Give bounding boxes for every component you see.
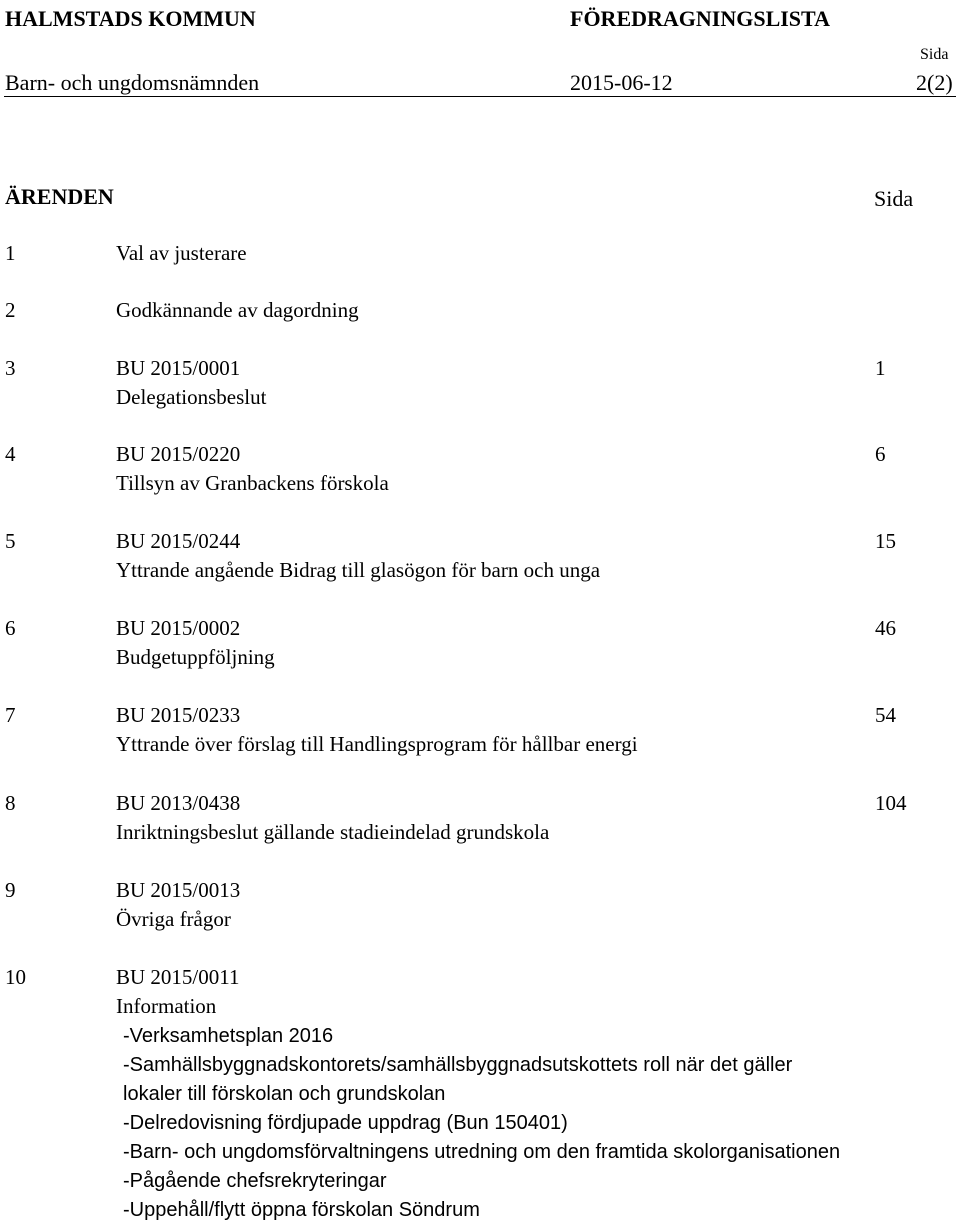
item-page: 54 — [875, 703, 896, 727]
item-number: 7 — [5, 703, 16, 727]
case-number: BU 2015/0220 — [116, 442, 241, 466]
item-number: 3 — [5, 356, 16, 380]
organization-name: HALMSTADS KOMMUN — [5, 6, 256, 31]
item-number: 9 — [5, 878, 16, 902]
item-title: Val av justerare — [116, 241, 247, 265]
info-line: -Pågående chefsrekryteringar — [123, 1170, 387, 1192]
item-title: Tillsyn av Granbackens förskola — [116, 471, 389, 495]
info-line: lokaler till förskolan och grundskolan — [123, 1083, 446, 1105]
header-divider — [4, 96, 956, 97]
meeting-date: 2015-06-12 — [570, 70, 673, 95]
agenda-page-heading: Sida — [874, 186, 914, 211]
board-name: Barn- och ungdomsnämnden — [5, 70, 260, 95]
case-number: BU 2015/0001 — [116, 356, 241, 380]
item-page: 1 — [875, 356, 886, 380]
info-line: -Barn- och ungdomsförvaltningens utredning om den framtida skolorganisationen — [123, 1141, 841, 1163]
item-title: Inriktningsbeslut gällande stadieindelad grundskola — [116, 820, 550, 844]
item-title: Information — [116, 994, 217, 1018]
item-page: 6 — [875, 442, 886, 466]
item-number: 10 — [5, 965, 26, 989]
item-page: 46 — [875, 616, 896, 640]
agenda-heading: ÄRENDEN — [5, 184, 114, 209]
information-sublist — [116, 1022, 840, 1225]
info-line: -Uppehåll/flytt öppna förskolan Söndrum — [123, 1199, 480, 1221]
item-number: 4 — [5, 442, 16, 466]
item-number: 6 — [5, 616, 16, 640]
info-line: -Delredovisning fördjupade uppdrag (Bun 150401) — [123, 1112, 568, 1134]
case-number: BU 2013/0438 — [116, 791, 241, 815]
case-number: BU 2015/0002 — [116, 616, 241, 640]
case-number: BU 2015/0013 — [116, 878, 241, 902]
case-number: BU 2015/0244 — [116, 529, 241, 553]
page-number: 2(2) — [916, 70, 953, 95]
case-number: BU 2015/0011 — [116, 965, 240, 989]
item-title: Godkännande av dagordning — [116, 298, 359, 322]
item-number: 2 — [5, 298, 16, 322]
item-page: 15 — [875, 529, 896, 553]
item-title: Budgetuppföljning — [116, 645, 275, 669]
item-number: 1 — [5, 241, 16, 265]
item-number: 5 — [5, 529, 16, 553]
page-label: Sida — [920, 46, 949, 63]
item-number: 8 — [5, 791, 16, 815]
info-line: -Samhällsbyggnadskontorets/samhällsbyggnadsutskottets roll när det gäller — [123, 1054, 793, 1076]
document-type: FÖREDRAGNINGSLISTA — [570, 6, 830, 31]
item-title: Övriga frågor — [116, 907, 231, 931]
info-line: -Verksamhetsplan 2016 — [123, 1025, 334, 1047]
item-title: Yttrande angående Bidrag till glasögon för barn och unga — [116, 558, 601, 582]
item-title: Delegationsbeslut — [116, 385, 267, 409]
item-page: 104 — [875, 791, 907, 815]
item-title: Yttrande över förslag till Handlingsprogram för hållbar energi — [116, 732, 638, 756]
case-number: BU 2015/0233 — [116, 703, 241, 727]
